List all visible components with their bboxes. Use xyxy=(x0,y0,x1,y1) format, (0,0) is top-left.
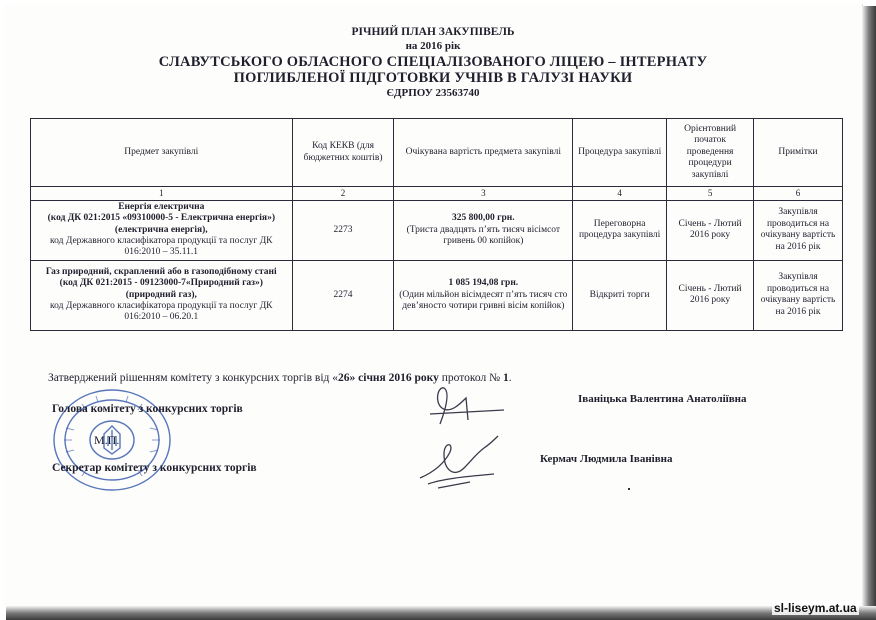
column-number: 5 xyxy=(667,187,754,201)
signature-icon xyxy=(414,434,514,494)
cost-value: 325 800,00 грн. xyxy=(452,213,515,224)
column-number: 2 xyxy=(292,187,394,201)
cost-words: (Один мільйон вісімдесят п’ять тисяч сто дев’яносто чотири гривні вісім копійок) xyxy=(399,289,568,311)
procurement-table xyxy=(30,118,843,331)
kekv-cell: 2273 xyxy=(292,200,394,260)
subject-title: Енергія електрична xyxy=(118,201,205,212)
column-header-start: Орієнтовний початок проведення процедури закупівлі xyxy=(667,119,754,187)
subject-cell xyxy=(31,260,293,330)
edrpou-code: ЄДРПОУ 23563740 xyxy=(386,87,480,99)
column-number-row xyxy=(31,187,843,201)
org-name-line1: СЛАВУТСЬКОГО ОБЛАСНОГО СПЕЦІАЛІЗОВАНОГО ЛІЦЕЮ – ІНТЕРНАТУ xyxy=(158,54,708,70)
document-sheet xyxy=(4,4,863,606)
approval-protocol-label: протокол № xyxy=(438,372,503,384)
subject-sub: (природний газ), xyxy=(125,289,197,300)
table-row xyxy=(31,200,843,260)
subject-title: Газ природний, скраплений або в газоподібному стані xyxy=(45,266,277,277)
site-watermark[interactable]: sl-liseym.at.ua xyxy=(774,601,857,615)
table-header-row xyxy=(31,119,843,187)
subject-cell xyxy=(31,200,293,260)
approval-prefix: Затверджений рішенням комітету з конкурсних торгів від « xyxy=(48,372,339,384)
seal-mark: М.П. xyxy=(94,433,120,447)
role-chairman: Голова комітету з конкурсних торгів xyxy=(52,403,243,415)
column-number: 3 xyxy=(394,187,573,201)
approval-month: » січня 2016 року xyxy=(349,372,439,384)
subject-sub: (електрична енергія), xyxy=(114,224,208,235)
approval-end: . xyxy=(508,372,512,384)
table-row xyxy=(31,260,843,330)
start-cell: Січень - Лютий 2016 року xyxy=(667,260,754,330)
column-header-notes: Примітки xyxy=(754,119,843,187)
column-number: 1 xyxy=(31,187,293,201)
approval-day: 26 xyxy=(338,372,350,384)
frame-shadow-bottom xyxy=(6,606,876,620)
org-name-line2: ПОГЛИБЛЕНОЇ ПІДГОТОВКИ УЧНІВ В ГАЛУЗІ НАУКИ xyxy=(233,70,633,86)
start-cell: Січень - Лютий 2016 року xyxy=(667,200,754,260)
subject-code: (код ДК 021:2015 «09310000-5 - Електрична енергія») xyxy=(47,213,275,224)
speck xyxy=(628,488,630,490)
frame-shadow-right xyxy=(862,6,876,620)
subject-classifier: код Державного класифікатора продукції та послуг ДК 016:2010 – 35.11.1 xyxy=(50,235,273,258)
column-header-kekv: Код КЕКВ (для бюджетних коштів) xyxy=(292,119,394,187)
procedure-cell: Відкриті торги xyxy=(573,260,667,330)
doc-title: РІЧНИЙ ПЛАН ЗАКУПІВЕЛЬ xyxy=(351,26,515,38)
doc-year: на 2016 рік xyxy=(405,40,461,52)
notes-cell: Закупівля проводиться на очікувану вартість на 2016 рік xyxy=(754,260,843,330)
column-header-cost: Очікувана вартість предмета закупівлі xyxy=(394,119,573,187)
kekv-cell: 2274 xyxy=(292,260,394,330)
cost-cell xyxy=(394,260,573,330)
approval-line xyxy=(48,372,512,384)
notes-cell: Закупівля проводиться на очікувану вартість на 2016 рік xyxy=(754,200,843,260)
signature-icon xyxy=(420,384,510,430)
approval-protocol-number: 1 xyxy=(502,372,509,384)
column-number: 4 xyxy=(573,187,667,201)
procedure-cell: Переговорна процедура закупівлі xyxy=(573,200,667,260)
role-secretary: Секретар комітету з конкурсних торгів xyxy=(52,462,257,474)
cost-value: 1 085 194,08 грн. xyxy=(448,278,519,289)
chairman-name: Іваніцька Валентина Анатоліївна xyxy=(578,393,747,405)
cost-words: (Триста двадцять п’ять тисяч вісімсот гривень 00 копійок) xyxy=(406,224,561,246)
subject-classifier: код Державного класифікатора продукції та послуг ДК 016:2010 – 06.20.1 xyxy=(50,300,273,323)
column-number: 6 xyxy=(754,187,843,201)
cost-cell xyxy=(394,200,573,260)
column-header-subject: Предмет закупівлі xyxy=(31,119,293,187)
column-header-procedure: Процедура закупівлі xyxy=(573,119,667,187)
secretary-name: Кермач Людмила Іванівна xyxy=(540,453,673,465)
subject-code: (код ДК 021:2015 - 09123000-7«Природний газ») xyxy=(59,278,263,289)
